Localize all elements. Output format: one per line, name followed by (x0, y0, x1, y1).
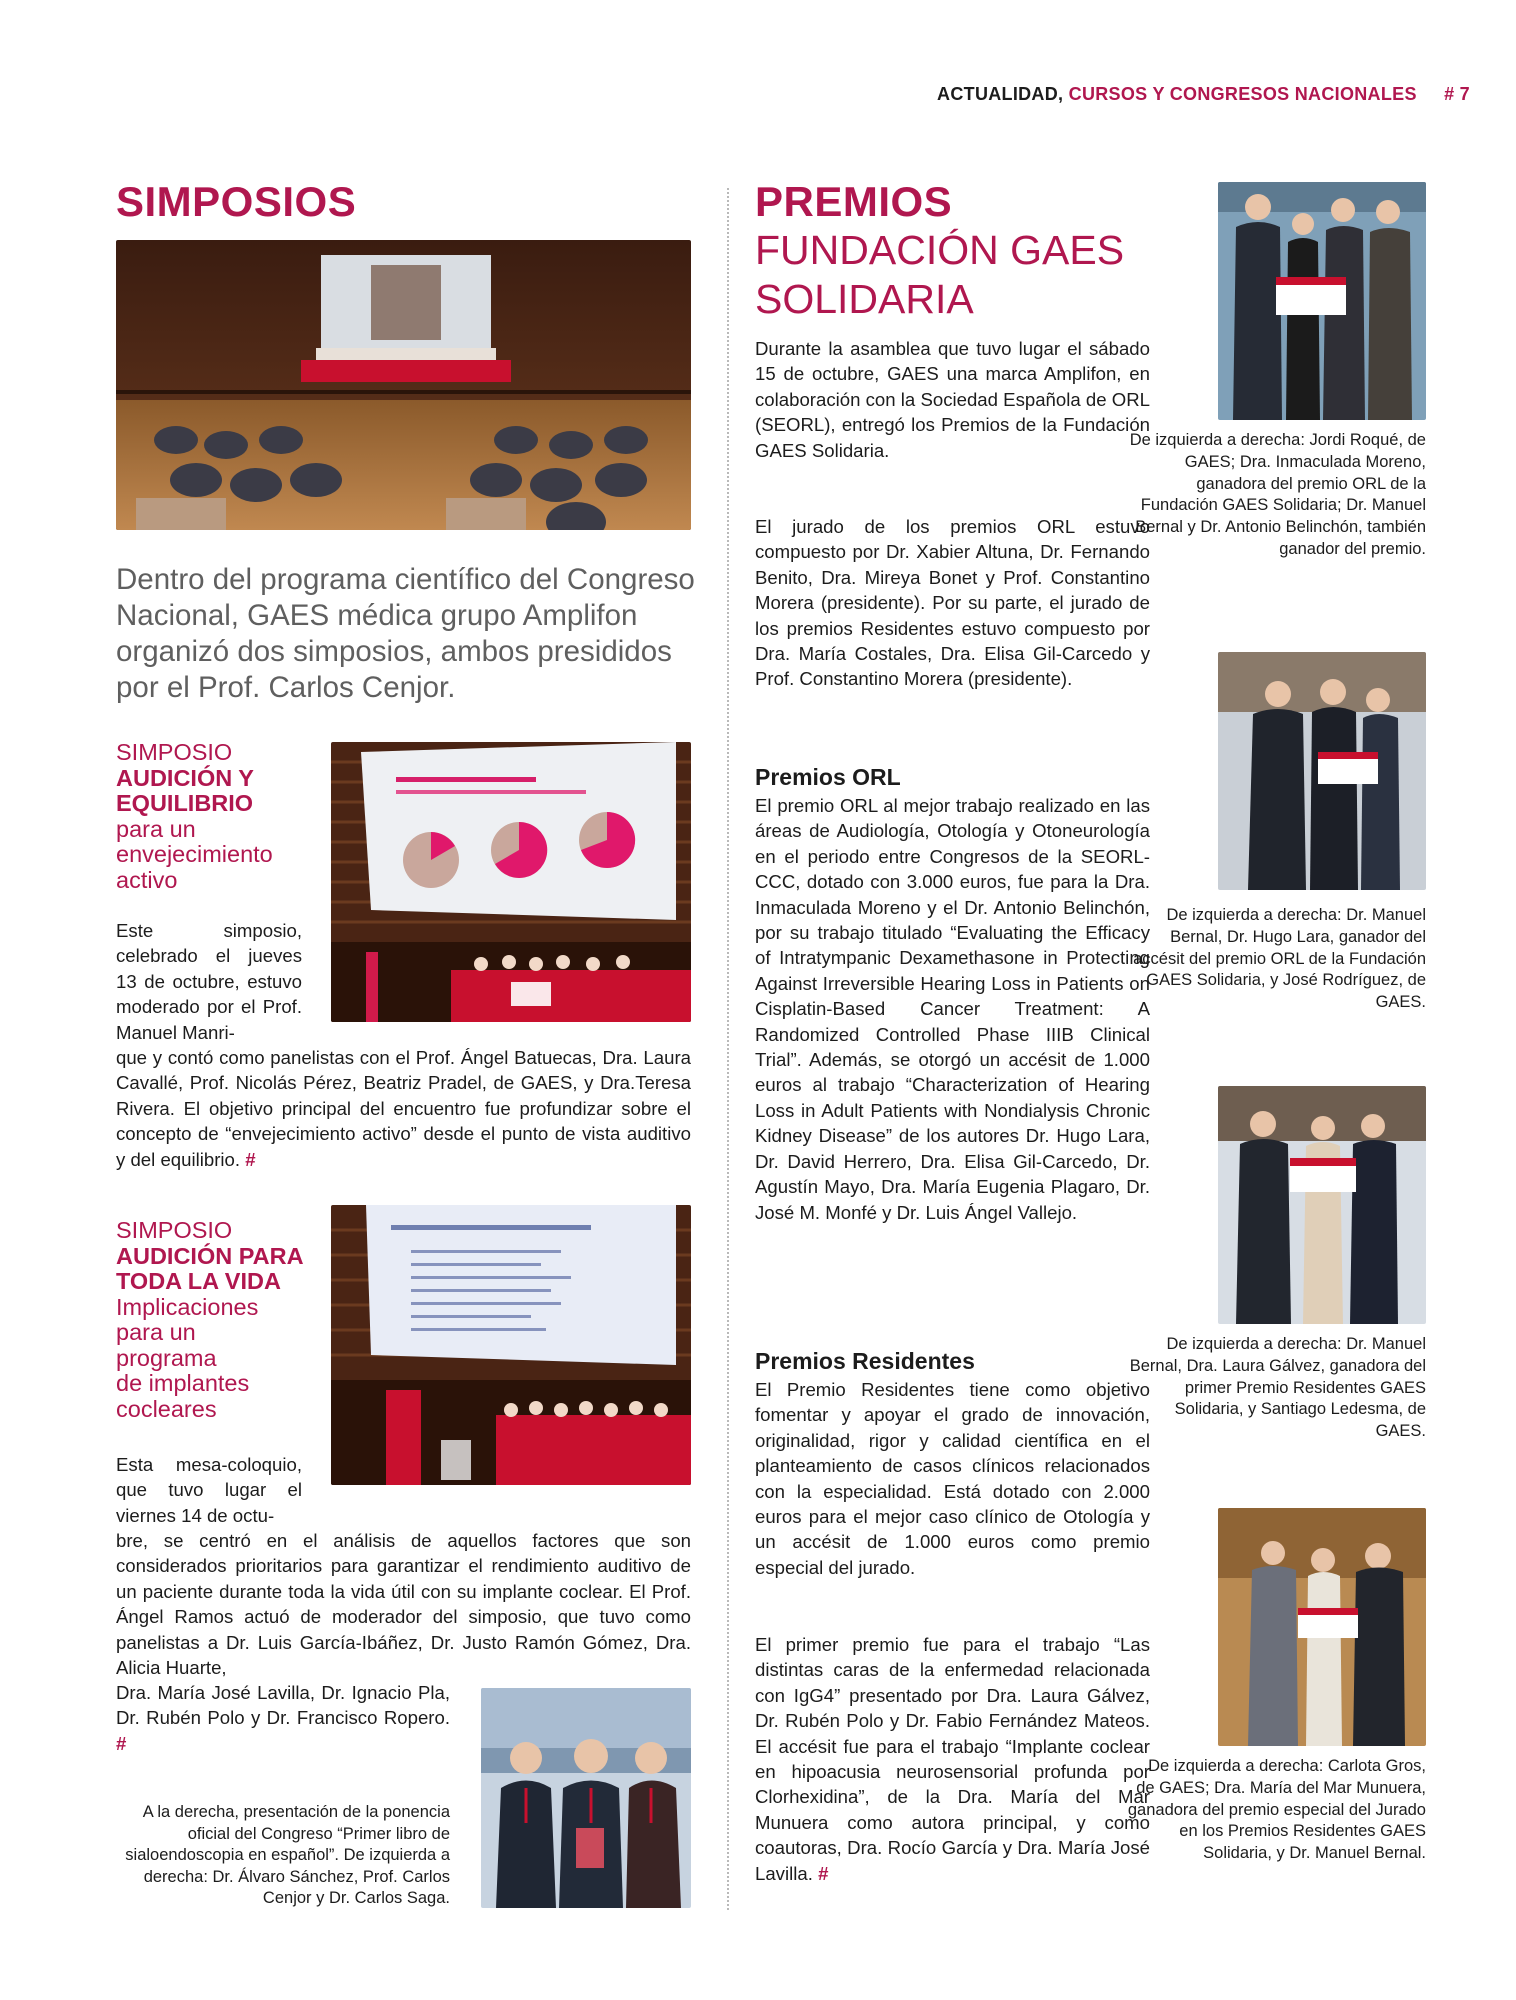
book-presentation-caption: A la derecha, presentación de la ponencia oficial del Congreso “Primer libro de sialoendoscopia en español”. De izquierda a derecha: Dr. Álvaro Sánchez, Prof. Carlos Cenjor y Dr. Carlos Saga. (125, 1803, 450, 1907)
running-header (937, 84, 1470, 105)
award-caption-2: De izquierda a derecha: Dr. Manuel Bernal, Dr. Hugo Lara, ganador del accésit del premio ORL de la Fundación GAES Solidaria, y José Rodríguez, de GAES. (1133, 906, 1426, 1012)
book-presentation-photo (481, 1688, 691, 1908)
premios-orl-heading: Premios ORL (755, 764, 901, 790)
award-photo-1 (1218, 182, 1426, 420)
premios-para2: El jurado de los premios ORL estuvo compuesto por Dr. Xabier Altuna, Dr. Fernando Benito, Dra. Mireya Bonet y Prof. Constantino Morera (presidente). Por su parte, el jurado de los premios Residentes estuvo compuesto por Dra. María Costales, Dra. Elisa Gil-Carcedo y Prof. Constantino Morera (presidente). (755, 516, 1150, 690)
premios-title-line3: SOLIDARIA (755, 276, 974, 322)
symposium1-text-wide-body: que y contó como panelistas con el Prof. Ángel Batuecas, Dra. Laura Cavallé, Prof. Nicolás Pérez, Beatriz Pradel, de GAES, y Dra.Teresa Rivera. El objetivo principal del encuentro fue profundizar sobre el concepto de “envejecimiento activo” desde el punto de vista auditivo y del equilibrio. (116, 1047, 691, 1170)
premios-residentes-heading: Premios Residentes (755, 1348, 975, 1374)
symposium2-title (116, 1218, 304, 1422)
symposium2-text-end (116, 1680, 450, 1756)
symposium1-end-mark: # (245, 1148, 256, 1170)
symposium2-photo (331, 1205, 691, 1485)
premios-residentes-text2 (755, 1632, 1150, 1886)
symposium1-text-wide (116, 1045, 691, 1172)
symposium1-subtitle-line2: envejecimiento (116, 841, 273, 867)
symposium2-subtitle-line4: de implantes (116, 1370, 250, 1396)
symposium1-title-line2: EQUILIBRIO (116, 790, 254, 816)
symposium1-title (116, 740, 273, 893)
award-caption-3: De izquierda a derecha: Dr. Manuel Bernal, Dra. Laura Gálvez, ganadora del primer Premio Residentes GAES Solidaria, y Santiago Ledesma, de GAES. (1129, 1335, 1426, 1441)
premios-title-line2: FUNDACIÓN GAES (755, 227, 1125, 273)
award-caption-4: De izquierda a derecha: Carlota Gros, de GAES; Dra. María del Mar Munuera, ganadora del premio especial del Jurado en los Premios Residentes GAES Solidaria, y Dr. Manuel Bernal. (1127, 1757, 1426, 1863)
premios-end-mark: # (818, 1862, 829, 1884)
symposium2-kicker: SIMPOSIO (116, 1217, 233, 1243)
symposium1-title-line1: AUDICIÓN Y (116, 764, 254, 791)
symposium1-text-narrow: Este simposio, celebrado el jueves 13 de octubre, estuvo moderado por el Prof. Manuel Manri- (116, 920, 302, 1043)
symposium2-text-end-body: Dra. María José Lavilla, Dr. Ignacio Pla, Dr. Rubén Polo y Dr. Francisco Ropero. (116, 1682, 450, 1729)
award-photo-2 (1218, 652, 1426, 890)
symposium2-title-line1: AUDICIÓN PARA (116, 1242, 304, 1269)
column-divider (727, 188, 729, 1910)
premios-title-line1: PREMIOS (755, 178, 953, 225)
simposios-intro: Dentro del programa científico del Congreso Nacional, GAES médica grupo Amplifon organizó dos simposios, ambos presididos por el Prof. Carlos Cenjor. (116, 563, 695, 704)
symposium1-subtitle-line1: para un (116, 815, 196, 842)
premios-title (755, 178, 1124, 324)
symposium2-end-mark: # (116, 1732, 127, 1754)
premios-residentes-text1: El Premio Residentes tiene como objetivo fomentar y apoyar el grado de innovación, originalidad, rigor y calidad científica en el planteamiento de casos clínicos relacionados con la especialidad. Está dotado con 2.000 euros para el mejor caso clínico de Otología y un accésit de 1.000 euros como premio especial del jurado. (755, 1379, 1150, 1578)
symposium2-title-line2: TODA LA VIDA (116, 1268, 281, 1294)
premios-residentes-text2-body: El primer premio fue para el trabajo “Las distintas caras de la enfermedad relacionada con IgG4” presentado por Dra. Laura Gálvez, Dr. Rubén Polo y Dr. Fabio Fernández Mateos. El accésit fue para el trabajo “Implante coclear en hipoacusia neurosensorial profunda por Clorhexidina”, de la Dra. María del Mar Munuera como autora principal, y como coautoras, Dra. Rocío García y Dra. María José Lavilla. (755, 1634, 1150, 1884)
header-subsection: CURSOS Y CONGRESOS NACIONALES (1068, 84, 1417, 104)
simposios-title: SIMPOSIOS (116, 178, 357, 225)
symposium2-subtitle-line1: Implicaciones (116, 1293, 259, 1320)
symposium1-subtitle-line3: activo (116, 866, 178, 893)
premios-orl-text: El premio ORL al mejor trabajo realizado en las áreas de Audiología, Otología y Otoneurología en el periodo entre Congresos de la SEORL-CCC, dotado con 3.000 euros, fue para la Dra. Inmaculada Moreno y el Dr. Antonio Belinchón, por su trabajo titulado “Evaluating the Efficacy of Intratympanic Dexamethasone in Protecting Against Irreversible Hearing Loss in Patients on Cisplatin-Based Cancer Treatment: A Randomized Controlled Phase IIIB Clinical Trial”. Además, se otorgó un accésit de 1.000 euros al trabajo “Characterization of Hearing Loss in Adult Patients with Nondialysis Chronic Kidney Disease” de los autores Dr. Hugo Lara, Dr. David Herrero, Dra. Elisa Gil-Carcedo, Dr. Agustín Mayo, Dra. María Eugenia Plagaro, Dr. José M. Monfé y Dr. Luis Ángel Vallejo. (755, 795, 1150, 1223)
symposium2-subtitle-line5: cocleares (116, 1395, 217, 1422)
award-photo-3 (1218, 1086, 1426, 1324)
auditorium-photo (116, 240, 691, 530)
symposium1-kicker: SIMPOSIO (116, 739, 233, 765)
symposium2-subtitle-line2: para un (116, 1319, 196, 1345)
symposium2-text-narrow: Esta mesa-coloquio, que tuvo lugar el viernes 14 de octu- (116, 1454, 302, 1526)
symposium1-photo (331, 742, 691, 1022)
page-number: # 7 (1444, 84, 1470, 104)
symposium2-text-wide: bre, se centró en el análisis de aquellos factores que son considerados prioritarios para garantizar el rendimiento auditivo de un paciente durante toda la vida útil con su implante coclear. El Prof. Ángel Ramos actuó de moderador del simposio, que tuvo como panelistas a Dr. Luis García-Ibáñez, Dr. Justo Ramón Gómez, Dra. Alicia Huarte, (116, 1530, 691, 1679)
award-caption-1: De izquierda a derecha: Jordi Roqué, de GAES; Dra. Inmaculada Moreno, ganadora del premio ORL de la Fundación GAES Solidaria; Dr. Manuel Bernal y Dr. Antonio Belinchón, también ganador del premio. (1129, 431, 1426, 558)
header-section: ACTUALIDAD, (937, 84, 1064, 104)
award-photo-4 (1218, 1508, 1426, 1746)
symposium2-subtitle-line3: programa (116, 1344, 217, 1371)
premios-para1: Durante la asamblea que tuvo lugar el sábado 15 de octubre, GAES una marca Amplifon, en colaboración con la Sociedad Española de ORL (SEORL), entregó los Premios de la Fundación GAES Solidaria. (755, 338, 1150, 461)
